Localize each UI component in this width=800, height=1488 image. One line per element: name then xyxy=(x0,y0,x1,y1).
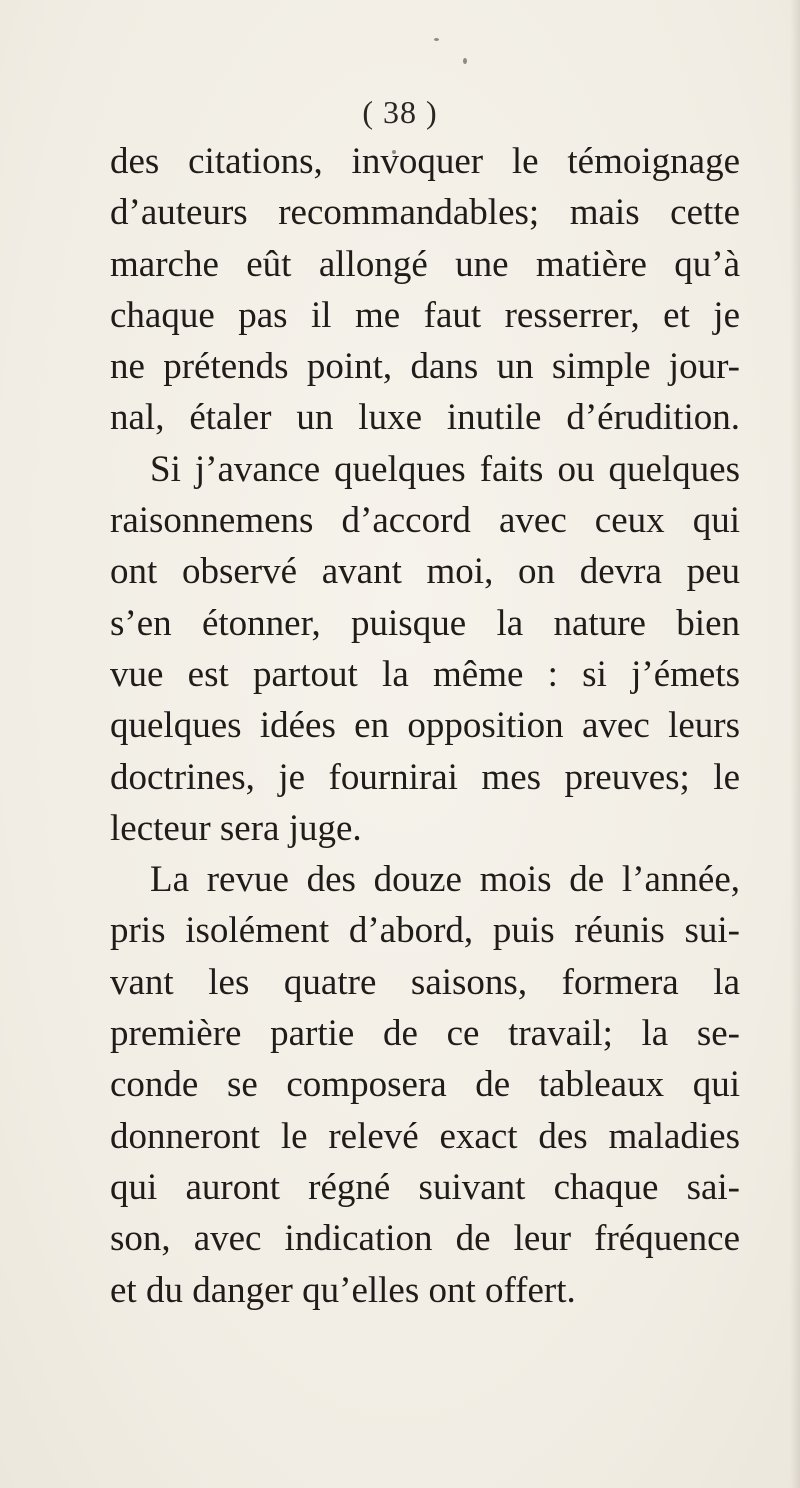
text-line: des citations, invoquer le témoignage xyxy=(110,141,740,182)
text-line: d’auteurs recommandables; mais cette xyxy=(110,192,740,234)
text-line: doctrines, je fournirai mes preuves; le xyxy=(110,756,740,798)
text-line: première partie de ce travail; la se- xyxy=(110,1013,740,1055)
text-line: La revue des douze mois de l’année, xyxy=(150,859,740,901)
text-line: conde se composera de tableaux qui xyxy=(110,1064,740,1106)
text-line: quelques idées en opposition avec leurs xyxy=(110,705,740,747)
text-line: chaque pas il me faut resserrer, et je xyxy=(110,294,740,336)
text-line: lecteur sera juge. xyxy=(110,807,362,849)
text-line: Si j’avance quelques faits ou quelques xyxy=(150,448,740,490)
text-line: raisonnemens d’accord avec ceux qui xyxy=(110,500,740,542)
text-line: et du danger qu’elles ont offert. xyxy=(110,1269,576,1311)
text-line: vant les quatre saisons, formera la xyxy=(110,961,740,1003)
page-number: ( 38 ) xyxy=(362,94,438,130)
text-line: ont observé avant moi, on devra peu xyxy=(110,551,740,593)
text-line: s’en étonner, puisque la nature bien xyxy=(110,602,740,644)
body-text xyxy=(110,136,740,1316)
ink-speck xyxy=(463,58,467,64)
text-line: qui auront régné suivant chaque sai- xyxy=(110,1166,740,1208)
text-line: ne prétends point, dans un simple jour- xyxy=(110,346,740,388)
text-line: donneront le relevé exact des maladies xyxy=(110,1115,740,1157)
text-line: son, avec indication de leur fréquence xyxy=(110,1218,740,1260)
text-line: nal, étaler un luxe inutile d’érudition. xyxy=(110,397,740,439)
text-line: pris isolément d’abord, puis réunis sui- xyxy=(110,910,740,952)
text-line: vue est partout la même : si j’émets xyxy=(110,653,740,695)
ink-speck xyxy=(434,38,439,41)
page-edge-shadow xyxy=(790,0,800,1488)
text-line: marche eût allongé une matière qu’à xyxy=(110,243,740,285)
